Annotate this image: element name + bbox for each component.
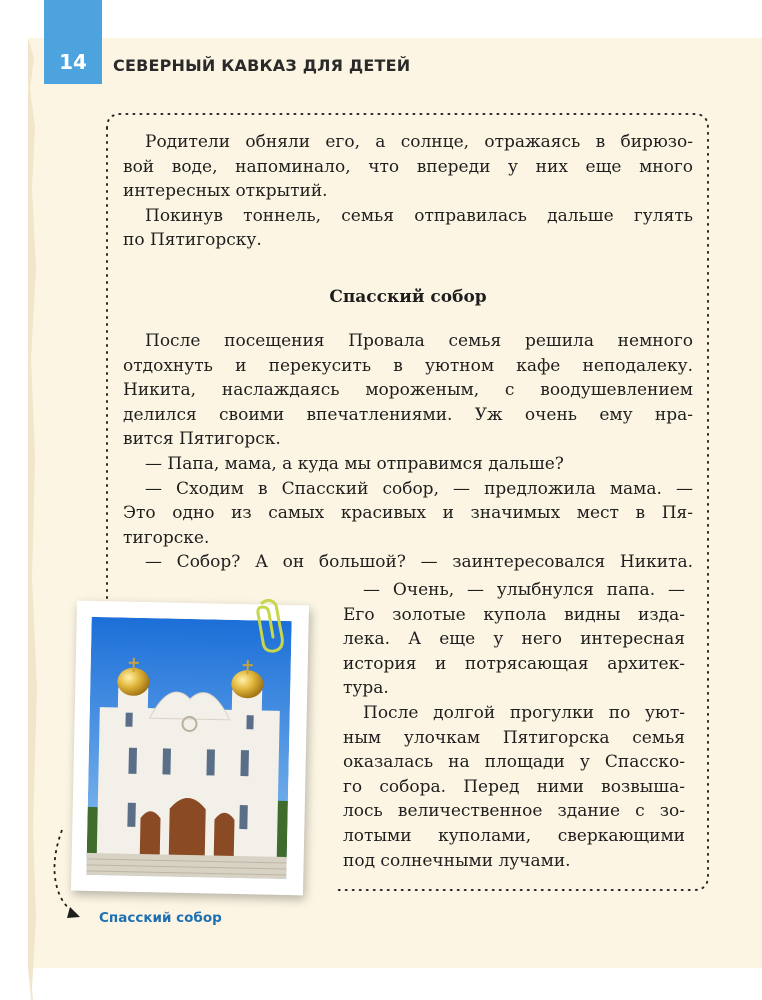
- section-paragraphs: [123, 329, 693, 575]
- text-line: Никита, наслаждаясь мороженым, с воодушевлением: [123, 380, 693, 401]
- curved-arrow-icon: [50, 828, 90, 923]
- running-title: СЕВЕРНЫЙ КАВКАЗ ДЛЯ ДЕТЕЙ: [113, 56, 411, 75]
- text-line: Родители обняли его, а солнце, отражаясь в бирюзо-: [145, 132, 693, 152]
- text-line: — Сходим в Спасский собор, — предложила мама. —: [145, 478, 693, 499]
- text-line: история и потрясающая архитек-: [343, 653, 685, 674]
- text-line: — Очень, — улыбнулся папа. —: [363, 580, 685, 600]
- text-line: ным улочкам Пятигорска семья: [343, 727, 685, 748]
- intro-paragraphs: [123, 130, 693, 253]
- text-line: вится Пятигорск.: [123, 429, 281, 450]
- text-line: лотыми куполами, сверкающими: [343, 825, 685, 846]
- text-line: делился своими впечатлениями. Уж очень ему нра-: [123, 404, 693, 425]
- text-line: интересных открытий.: [123, 181, 328, 202]
- text-line: Покинув тоннель, семья отправилась дальше гулять: [145, 205, 693, 226]
- text-line: тура.: [343, 678, 389, 699]
- text-line: — Папа, мама, а куда мы отправимся дальше?: [145, 453, 564, 474]
- page-number: 14: [44, 0, 102, 84]
- text-line: После долгой прогулки по уют-: [363, 702, 685, 723]
- text-line: лека. А еще у него интересная: [343, 629, 685, 650]
- text-line: по Пятигорску.: [123, 230, 262, 251]
- text-line: го собора. Перед ними возвыша-: [343, 776, 685, 797]
- text-line: — Собор? А он большой? — заинтересовался Никита.: [145, 552, 693, 573]
- text-line: После посещения Провала семья решила немного: [145, 331, 693, 351]
- text-line: под солнечными лучами.: [343, 850, 571, 871]
- section-heading: Спасский собор: [329, 287, 487, 307]
- text-line: вой воде, напоминало, что впереди у них еще много: [123, 156, 693, 177]
- text-line: лось величественное здание с зо-: [343, 801, 685, 822]
- figure-caption: Спасский собор: [99, 910, 222, 926]
- text-line: отдохнуть и перекусить в уютном кафе неподалеку.: [123, 355, 693, 376]
- paperclip-icon: [250, 597, 290, 657]
- wrapped-column: [343, 578, 685, 873]
- text-line: Его золотые купола видны изда-: [343, 604, 685, 625]
- text-line: оказалась на площади у Спасско-: [343, 752, 685, 773]
- text-line: тигорске.: [123, 527, 210, 548]
- text-line: Это одно из самых красивых и значимых мест в Пя-: [123, 503, 693, 524]
